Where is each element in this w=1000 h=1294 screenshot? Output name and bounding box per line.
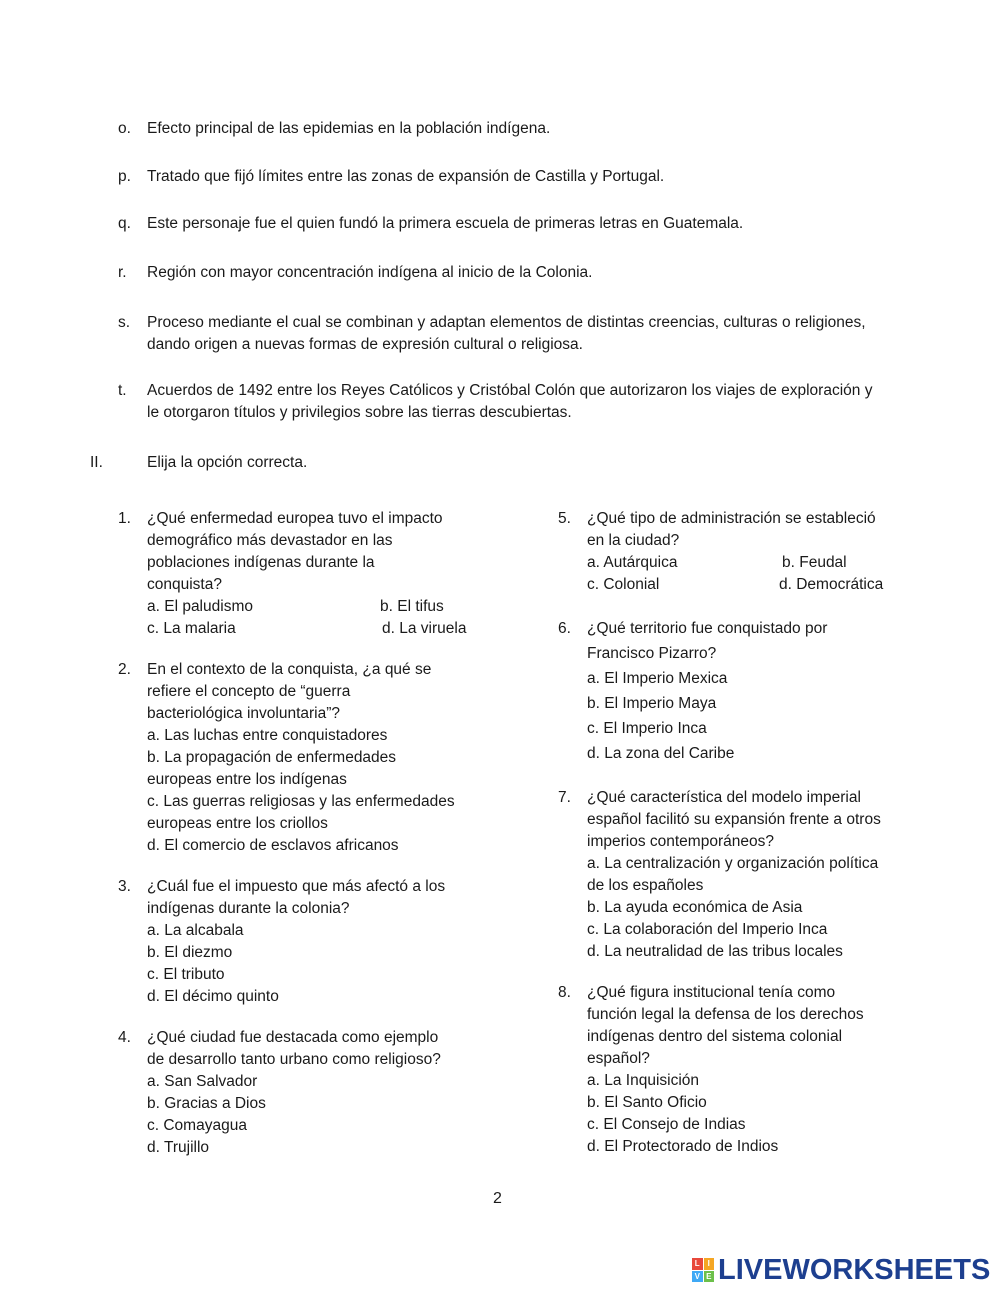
option-b[interactable]: b. El diezmo (147, 944, 233, 961)
option-a-cont[interactable]: de los españoles (587, 877, 704, 894)
logo-text: LIVEWORKSHEETS (718, 1253, 991, 1286)
logo-mark-cell: L (692, 1258, 703, 1270)
option-c[interactable]: c. El Consejo de Indias (587, 1116, 746, 1133)
option-c[interactable]: c. La malaria (147, 620, 236, 637)
question-text: de desarrollo tanto urbano como religioso? (147, 1051, 441, 1068)
option-b[interactable]: b. Gracias a Dios (147, 1095, 266, 1112)
item-text: Efecto principal de las epidemias en la población indígena. (147, 120, 551, 137)
question-text: demográfico más devastador en las (147, 532, 393, 549)
option-c[interactable]: c. Comayagua (147, 1117, 247, 1134)
section-title: Elija la opción correcta. (147, 454, 308, 471)
option-b[interactable]: b. La ayuda económica de Asia (587, 899, 803, 916)
option-d[interactable]: d. La zona del Caribe (587, 745, 735, 762)
option-d[interactable]: d. La neutralidad de las tribus locales (587, 943, 843, 960)
item-text-line: Proceso mediante el cual se combinan y adaptan elementos de distintas creencias, culturas o religiones, (147, 314, 866, 331)
option-d[interactable]: d. El comercio de esclavos africanos (147, 837, 399, 854)
item-text: Este personaje fue el quien fundó la primera escuela de primeras letras en Guatemala. (147, 215, 744, 232)
question-text: español facilitó su expansión frente a otros (587, 811, 881, 828)
question-text: ¿Qué ciudad fue destacada como ejemplo (147, 1029, 439, 1046)
item-letter: p. (118, 168, 131, 185)
question-number: 6. (558, 620, 571, 637)
option-d[interactable]: d. Trujillo (147, 1139, 210, 1156)
option-c-cont[interactable]: europeas entre los criollos (147, 815, 328, 832)
question-number: 8. (558, 984, 571, 1001)
question-text: en la ciudad? (587, 532, 680, 549)
question-text: ¿Qué figura institucional tenía como (587, 984, 836, 1001)
question-text: imperios contemporáneos? (587, 833, 774, 850)
option-b[interactable]: b. La propagación de enfermedades (147, 749, 397, 766)
item-letter: t. (118, 382, 127, 399)
question-text: español? (587, 1050, 650, 1067)
option-b-cont[interactable]: europeas entre los indígenas (147, 771, 347, 788)
item-text-line: dando origen a nuevas formas de expresión cultural o religiosa. (147, 336, 583, 353)
item-text: Tratado que fijó límites entre las zonas de expansión de Castilla y Portugal. (147, 168, 665, 185)
option-a[interactable]: a. Autárquica (587, 554, 678, 571)
option-c[interactable]: c. Las guerras religiosas y las enfermedades (147, 793, 455, 810)
option-d[interactable]: d. Democrática (779, 576, 884, 593)
question-number: 3. (118, 878, 131, 895)
liveworksheets-logo[interactable] (692, 1253, 991, 1286)
question-text: indígenas dentro del sistema colonial (587, 1028, 843, 1045)
question-text: conquista? (147, 576, 222, 593)
item-letter: s. (118, 314, 131, 331)
item-letter: q. (118, 215, 131, 232)
item-text: Región con mayor concentración indígena al inicio de la Colonia. (147, 264, 593, 281)
option-a[interactable]: a. La Inquisición (587, 1072, 700, 1089)
question-number: 7. (558, 789, 571, 806)
option-a[interactable]: a. Las luchas entre conquistadores (147, 727, 388, 744)
option-c[interactable]: c. El Imperio Inca (587, 720, 707, 737)
question-text: indígenas durante la colonia? (147, 900, 350, 917)
page-number: 2 (493, 1190, 502, 1207)
option-d[interactable]: d. El décimo quinto (147, 988, 279, 1005)
option-b[interactable]: b. Feudal (782, 554, 847, 571)
question-text: bacteriológica involuntaria”? (147, 705, 341, 722)
option-b[interactable]: b. El tifus (380, 598, 444, 615)
option-c[interactable]: c. El tributo (147, 966, 225, 983)
question-number: 1. (118, 510, 131, 527)
option-a[interactable]: a. La centralización y organización política (587, 855, 879, 872)
question-number: 4. (118, 1029, 131, 1046)
option-d[interactable]: d. La viruela (382, 620, 467, 637)
item-letter: o. (118, 120, 131, 137)
question-text: refiere el concepto de “guerra (147, 683, 351, 700)
option-b[interactable]: b. El Imperio Maya (587, 695, 717, 712)
question-text: ¿Qué tipo de administración se estableció (587, 510, 876, 527)
option-d[interactable]: d. El Protectorado de Indios (587, 1138, 779, 1155)
question-text: Francisco Pizarro? (587, 645, 717, 662)
logo-mark-icon (692, 1258, 714, 1282)
option-a[interactable]: a. La alcabala (147, 922, 244, 939)
item-text-line: le otorgaron títulos y privilegios sobre las tierras descubiertas. (147, 404, 572, 421)
option-c[interactable]: c. Colonial (587, 576, 660, 593)
question-text: ¿Qué territorio fue conquistado por (587, 620, 828, 637)
question-number: 2. (118, 661, 131, 678)
option-c[interactable]: c. La colaboración del Imperio Inca (587, 921, 828, 938)
question-text: función legal la defensa de los derechos (587, 1006, 864, 1023)
question-text: En el contexto de la conquista, ¿a qué se (147, 661, 432, 678)
question-text: poblaciones indígenas durante la (147, 554, 375, 571)
question-number: 5. (558, 510, 571, 527)
item-letter: r. (118, 264, 127, 281)
option-a[interactable]: a. San Salvador (147, 1073, 258, 1090)
item-text-line: Acuerdos de 1492 entre los Reyes Católicos y Cristóbal Colón que autorizaron los viajes de exploración y (147, 382, 873, 399)
option-a[interactable]: a. El paludismo (147, 598, 253, 615)
logo-mark-cell: I (704, 1258, 715, 1270)
question-text: ¿Qué enfermedad europea tuvo el impacto (147, 510, 443, 527)
logo-mark-cell: V (692, 1271, 703, 1283)
option-b[interactable]: b. El Santo Oficio (587, 1094, 707, 1111)
logo-mark-cell: E (704, 1271, 715, 1283)
option-a[interactable]: a. El Imperio Mexica (587, 670, 728, 687)
section-number: II. (90, 454, 103, 471)
question-text: ¿Qué característica del modelo imperial (587, 789, 861, 806)
question-text: ¿Cuál fue el impuesto que más afectó a los (147, 878, 446, 895)
